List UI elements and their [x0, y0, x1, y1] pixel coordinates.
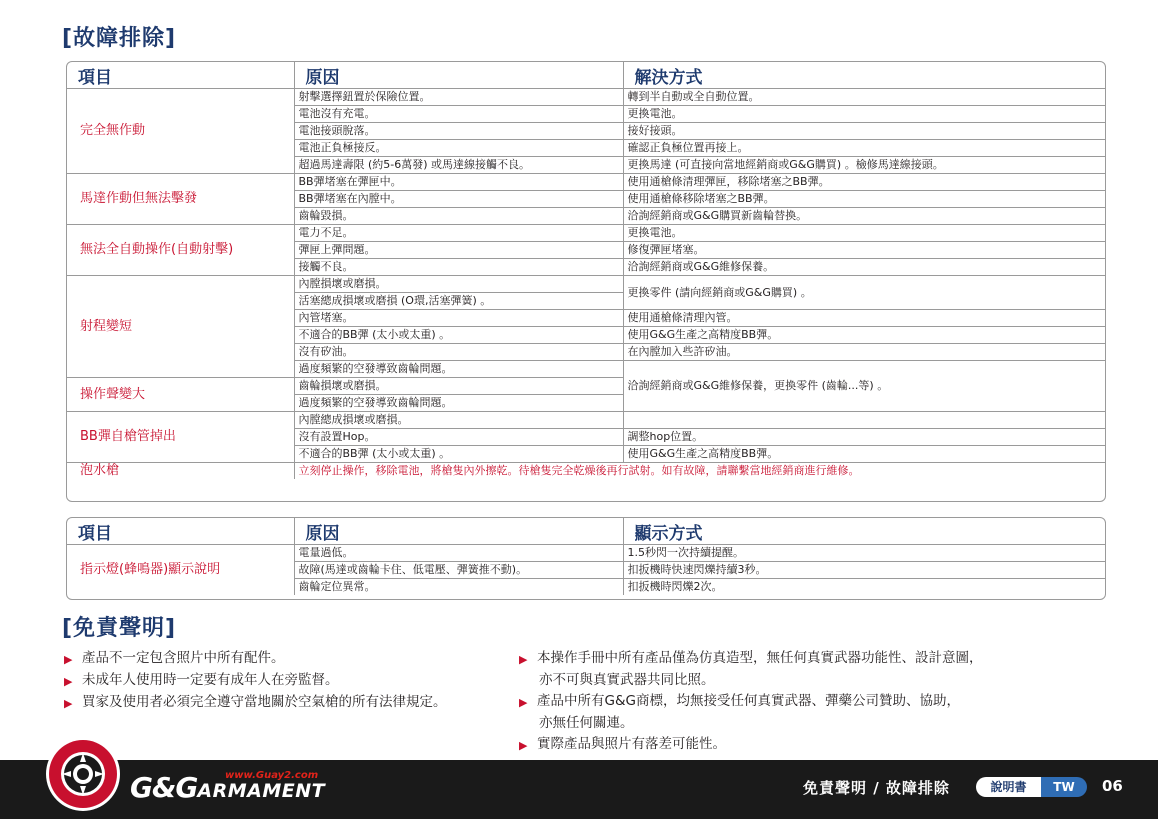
display-cell: 扣扳機時閃爍2次。	[623, 579, 1105, 596]
solution-cell: 修復彈匣堵塞。	[623, 242, 1105, 259]
cause-cell: BB彈堵塞在內膛中。	[294, 191, 623, 208]
item-short-range: 射程變短	[67, 276, 294, 378]
cause-cell: 電池正負極接反。	[294, 140, 623, 157]
solution-cell: 接好接頭。	[623, 123, 1105, 140]
item-water: 泡水槍	[67, 463, 294, 480]
solution-cell: 使用通槍條清理彈匣，移除堵塞之BB彈。	[623, 174, 1105, 191]
gg-seal-logo-icon	[44, 735, 122, 813]
cause-cell: 電池沒有充電。	[294, 106, 623, 123]
solution-cell: 洽詢經銷商或G&G維修保養，更換零件 (齒輪...等) 。	[623, 361, 1105, 412]
disclaimer-continuation: 亦無任何關連。	[539, 715, 634, 731]
solution-cell: 在內膛加入些許矽油。	[623, 344, 1105, 361]
cause-cell: 彈匣上彈問題。	[294, 242, 623, 259]
solution-cell: 更換電池。	[623, 106, 1105, 123]
cause-cell: 內膛總成損壞或磨損。	[294, 412, 623, 429]
item-bb-drop: BB彈自槍管掉出	[67, 412, 294, 463]
disclaimer-text: 本操作手冊中所有產品僅為仿真造型，無任何真實武器功能性、設計意圖，	[537, 650, 983, 666]
cause-cell: 超過馬達壽限 (約5-6萬發) 或馬達線接觸不良。	[294, 157, 623, 174]
cause-cell: 齒輪損壞或磨損。	[294, 378, 623, 395]
cause-cell: 射擊選擇鈕置於保險位置。	[294, 89, 623, 106]
troubleshooting-table	[66, 61, 1106, 502]
cause-cell: 沒有設置Hop。	[294, 429, 623, 446]
indicator-table	[66, 517, 1106, 600]
solution-cell	[623, 412, 1105, 429]
cause-cell: 內膛損壞或磨損。	[294, 276, 623, 293]
disclaimer-right	[519, 648, 1079, 756]
cause-cell: 不適合的BB彈 (太小或太重) 。	[294, 446, 623, 463]
page-number: 06	[1102, 777, 1123, 795]
table-row	[67, 412, 1105, 429]
solution-cell: 轉到半自動或全自動位置。	[623, 89, 1105, 106]
item-no-action: 完全無作動	[80, 123, 146, 138]
disclaimer-left	[64, 648, 504, 714]
disclaimer-text: 實際產品與照片有落差可能性。	[537, 736, 726, 752]
arrow-icon: ▶	[64, 697, 73, 710]
disclaimer-text: 產品中所有G&G商標，均無接受任何真實武器、彈藥公司贊助、協助，	[537, 693, 960, 709]
solution-cell: 更換電池。	[623, 225, 1105, 242]
display-cell: 扣扳機時快速閃爍持續3秒。	[623, 562, 1105, 579]
solution-cell: 使用G&G生產之高精度BB彈。	[623, 446, 1105, 463]
table-row	[67, 174, 1105, 191]
header-solution: 解決方式	[623, 62, 1105, 89]
cause-cell: 沒有矽油。	[294, 344, 623, 361]
brand-sub: ARMAMENT	[197, 780, 326, 802]
solution-cell: 使用通槍條清理內管。	[623, 310, 1105, 327]
cause-cell: 齒輪毀損。	[294, 208, 623, 225]
manual-tag: 說明書	[976, 777, 1041, 797]
table-row	[67, 463, 1105, 480]
item-noise: 操作聲變大	[67, 378, 294, 412]
header-cause: 原因	[294, 518, 623, 545]
disclaimer-text: 產品不一定包含照片中所有配件。	[82, 650, 285, 666]
cause-cell: 電量過低。	[294, 545, 623, 562]
header-cause: 原因	[294, 62, 623, 89]
solution-cell: 更換零件 (請向經銷商或G&G購買) 。	[623, 276, 1105, 310]
disclaimer-continuation: 亦不可與真實武器共同比照。	[539, 672, 715, 688]
cause-cell: 過度頻繁的空發導致齒輪問題。	[294, 395, 623, 412]
arrow-icon: ▶	[519, 696, 528, 709]
solution-cell: 使用G&G生產之高精度BB彈。	[623, 327, 1105, 344]
water-warning: 立刻停止操作，移除電池，將槍隻內外擦乾。待槍隻完全乾燥後再行試射。如有故障，請聯繫當地經銷商進行維修。	[294, 463, 1105, 480]
solution-cell: 使用通槍條移除堵塞之BB彈。	[623, 191, 1105, 208]
header-item: 項目	[67, 518, 294, 545]
item-no-full-auto: 無法全自動操作(自動射擊)	[67, 225, 294, 276]
disclaimer-title: [免責聲明]	[62, 616, 177, 641]
disclaimer-text: 買家及使用者必須完全遵守當地關於空氣槍的所有法律規定。	[82, 694, 447, 710]
brand-main: G&G	[130, 771, 198, 804]
cause-cell: 內管堵塞。	[294, 310, 623, 327]
footer-section-title: 免責聲明 / 故障排除	[803, 779, 950, 797]
list-item	[64, 648, 504, 670]
cause-cell: 接觸不良。	[294, 259, 623, 276]
website-link[interactable]: www.Guay2.com	[225, 770, 319, 781]
cause-cell: 齒輪定位異常。	[294, 579, 623, 596]
table-row	[67, 89, 1105, 106]
arrow-icon: ▶	[519, 739, 528, 752]
solution-cell: 洽詢經銷商或G&G購買新齒輪替換。	[623, 208, 1105, 225]
table-row	[67, 276, 1105, 293]
solution-cell: 更換馬達 (可直接向當地經銷商或G&G購買) 。檢修馬達線接頭。	[623, 157, 1105, 174]
list-item	[519, 691, 1079, 713]
cause-cell: 電池接頭脫落。	[294, 123, 623, 140]
disclaimer-text: 未成年人使用時一定要有成年人在旁監督。	[82, 672, 339, 688]
item-indicator: 指示燈(蜂鳴器)顯示說明	[80, 562, 221, 577]
solution-cell: 調整hop位置。	[623, 429, 1105, 446]
table-row	[67, 545, 1105, 562]
list-item	[64, 692, 504, 714]
table-row	[67, 225, 1105, 242]
list-item	[519, 648, 1079, 670]
cause-cell: BB彈堵塞在彈匣中。	[294, 174, 623, 191]
list-item	[519, 734, 1079, 756]
troubleshooting-title: [故障排除]	[62, 26, 177, 51]
header-display: 顯示方式	[623, 518, 1105, 545]
arrow-icon: ▶	[64, 675, 73, 688]
arrow-icon: ▶	[519, 653, 528, 666]
list-item	[64, 670, 504, 692]
item-motor-no-fire: 馬達作動但無法擊發	[67, 174, 294, 225]
cause-cell: 故障(馬達或齒輪卡住、低電壓、彈簧推不動)。	[294, 562, 623, 579]
arrow-icon: ▶	[64, 653, 73, 666]
display-cell: 1.5秒閃一次持續提醒。	[623, 545, 1105, 562]
cause-cell: 電力不足。	[294, 225, 623, 242]
language-tag: TW	[1041, 777, 1087, 797]
solution-cell: 洽詢經銷商或G&G維修保養。	[623, 259, 1105, 276]
cause-cell: 過度頻繁的空發導致齒輪問題。	[294, 361, 623, 378]
solution-cell: 確認正負極位置再接上。	[623, 140, 1105, 157]
cause-cell: 不適合的BB彈 (太小或太重) 。	[294, 327, 623, 344]
cause-cell: 活塞總成損壞或磨損 (O環,活塞彈簧) 。	[294, 293, 623, 310]
header-item: 項目	[67, 62, 294, 89]
